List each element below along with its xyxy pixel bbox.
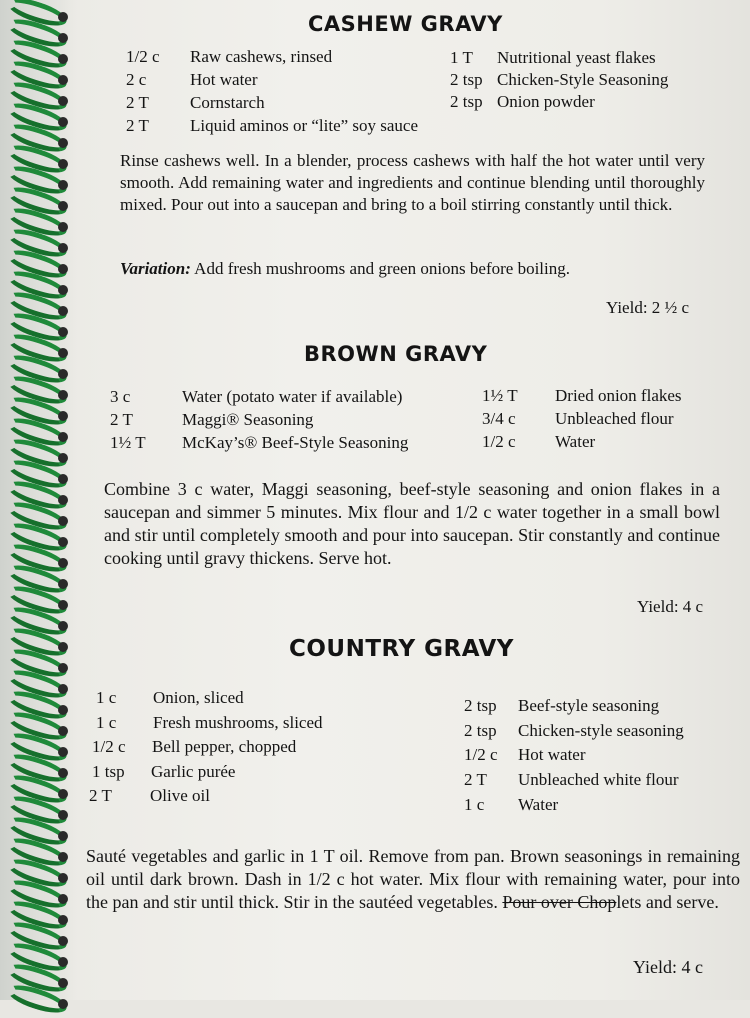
ingredient-qty: 1/2 c bbox=[126, 47, 160, 66]
binding-hole bbox=[58, 12, 68, 22]
binding-hole bbox=[58, 873, 68, 883]
binding-hole bbox=[58, 474, 68, 484]
binding-hole bbox=[58, 621, 68, 631]
binding-hole bbox=[58, 264, 68, 274]
ingredient-name: McKay’s® Beef-Style Seasoning bbox=[182, 433, 409, 452]
ingredient-qty: 1 c bbox=[96, 713, 117, 732]
yield-country-gravy: Yield: 4 c bbox=[633, 957, 703, 977]
ingredient-qty: 1/2 c bbox=[482, 432, 516, 451]
ingredient-name: Unbleached white flour bbox=[518, 770, 679, 789]
binding-hole bbox=[58, 54, 68, 64]
ingredient-name: Chicken-Style Seasoning bbox=[497, 70, 669, 89]
ingredient-name: Water (potato water if available) bbox=[182, 387, 403, 406]
binding-hole bbox=[58, 684, 68, 694]
binding-hole bbox=[58, 768, 68, 778]
binding-hole bbox=[58, 390, 68, 400]
binding-hole bbox=[58, 243, 68, 253]
variation-text: Add fresh mushrooms and green onions before boiling. bbox=[194, 259, 570, 278]
ingredient-qty: 1/2 c bbox=[92, 737, 126, 756]
directions-cashew-gravy: Rinse cashews well. In a blender, process cashews with half the hot water until very smooth. Add remaining water and ingredients and continue blending until thoroughly mixed. Pour out into a saucepan and bring to a boil stirring constantly until thick. bbox=[120, 151, 705, 214]
binding-hole bbox=[58, 369, 68, 379]
binding-hole bbox=[58, 138, 68, 148]
ingredient-qty: 2 T bbox=[110, 410, 133, 429]
ingredient-qty: 2 tsp bbox=[450, 92, 483, 111]
ingredient-qty: 3/4 c bbox=[482, 409, 516, 428]
binding-hole bbox=[58, 453, 68, 463]
binding-hole bbox=[58, 852, 68, 862]
ingredient-name: Bell pepper, chopped bbox=[152, 737, 297, 756]
binding-hole bbox=[58, 75, 68, 85]
binding-hole bbox=[58, 306, 68, 316]
binding-hole bbox=[58, 558, 68, 568]
ingredient-qty: 2 T bbox=[126, 116, 149, 135]
ingredient-qty: 1½ T bbox=[482, 386, 518, 405]
binding-hole bbox=[58, 894, 68, 904]
binding-hole bbox=[58, 33, 68, 43]
ingredient-name: Liquid aminos or “lite” soy sauce bbox=[190, 116, 419, 135]
recipe-title-brown-gravy: BROWN GRAVY bbox=[304, 342, 488, 366]
ingredient-name: Hot water bbox=[518, 745, 586, 764]
ingredient-name: Garlic purée bbox=[151, 762, 236, 781]
ingredient-name: Hot water bbox=[190, 70, 258, 89]
binding-hole bbox=[58, 180, 68, 190]
ingredient-name: Unbleached flour bbox=[555, 409, 674, 428]
binding-hole bbox=[58, 201, 68, 211]
ingredient-name: Cornstarch bbox=[190, 93, 265, 112]
binding-hole bbox=[58, 222, 68, 232]
binding-hole bbox=[58, 726, 68, 736]
binding-hole bbox=[58, 600, 68, 610]
spiral-binding bbox=[0, 0, 78, 1000]
binding-hole bbox=[58, 159, 68, 169]
ingredient-qty: 2 T bbox=[89, 786, 112, 805]
ingredient-name: Water bbox=[555, 432, 596, 451]
binding-hole bbox=[58, 789, 68, 799]
yield-brown-gravy: Yield: 4 c bbox=[637, 597, 704, 616]
binding-hole bbox=[58, 915, 68, 925]
directions-text-end: lets and serve. bbox=[616, 892, 719, 912]
yield-cashew-gravy: Yield: 2 ½ c bbox=[606, 298, 690, 317]
variation-label: Variation: bbox=[120, 259, 191, 278]
variation-note bbox=[120, 258, 705, 280]
binding-hole bbox=[58, 663, 68, 673]
binding-hole bbox=[58, 579, 68, 589]
ingredient-name: Chicken-style seasoning bbox=[518, 721, 684, 740]
ingredient-name: Water bbox=[518, 795, 559, 814]
ingredient-qty: 2 c bbox=[126, 70, 147, 89]
binding-hole bbox=[58, 117, 68, 127]
ingredient-qty: 2 T bbox=[126, 93, 149, 112]
ingredient-name: Olive oil bbox=[150, 786, 210, 805]
ingredient-qty: 2 tsp bbox=[450, 70, 483, 89]
ingredient-name: Onion powder bbox=[497, 92, 595, 111]
binding-hole bbox=[58, 642, 68, 652]
ingredient-qty: 1½ T bbox=[110, 433, 146, 452]
ingredient-name: Beef-style seasoning bbox=[518, 696, 660, 715]
ingredient-qty: 1 tsp bbox=[92, 762, 125, 781]
ingredient-qty: 2 T bbox=[464, 770, 487, 789]
binding-hole bbox=[58, 348, 68, 358]
binding-hole bbox=[58, 537, 68, 547]
binding-hole bbox=[58, 999, 68, 1009]
ingredient-qty: 1 c bbox=[464, 795, 485, 814]
directions-text: Sauté vegetables and garlic in 1 T oil. Remove from pan. Brown seasonings in remaining oil until dark brown. Dash in 1/2 c hot water. Mix flour with remaining water, pour into the pan and stir until thick. Stir in the sautéed vegetables. bbox=[86, 846, 740, 912]
binding-hole bbox=[58, 747, 68, 757]
binding-hole bbox=[58, 96, 68, 106]
binding-hole bbox=[58, 516, 68, 526]
binding-hole bbox=[58, 831, 68, 841]
directions-brown-gravy: Combine 3 c water, Maggi seasoning, beef-style seasoning and onion flakes in a saucepan and simmer 5 minutes. Mix flour and 1/2 c water together in a small bowl and stir until completely smooth and pour into saucepan. Stir constantly and continue cooking until gravy thickens. Serve hot. bbox=[104, 479, 720, 568]
ingredient-qty: 3 c bbox=[110, 387, 131, 406]
binding-hole bbox=[58, 957, 68, 967]
recipe-title-cashew-gravy: CASHEW GRAVY bbox=[308, 12, 503, 36]
ingredient-name: Onion, sliced bbox=[153, 688, 244, 707]
ingredient-name: Fresh mushrooms, sliced bbox=[153, 713, 323, 732]
ingredient-qty: 2 tsp bbox=[464, 721, 497, 740]
binding-hole bbox=[58, 978, 68, 988]
binding-hole bbox=[58, 495, 68, 505]
struck-through-text: Pour over Chop bbox=[502, 892, 617, 912]
binding-hole bbox=[58, 432, 68, 442]
binding-hole bbox=[58, 936, 68, 946]
ingredient-name: Dried onion flakes bbox=[555, 386, 682, 405]
ingredient-qty: 1/2 c bbox=[464, 745, 498, 764]
ingredient-qty: 1 T bbox=[450, 48, 473, 67]
ingredient-name: Nutritional yeast flakes bbox=[497, 48, 656, 67]
recipe-title-country-gravy: COUNTRY GRAVY bbox=[289, 636, 514, 662]
ingredient-qty: 2 tsp bbox=[464, 696, 497, 715]
binding-hole bbox=[58, 705, 68, 715]
binding-hole bbox=[58, 285, 68, 295]
binding-hole bbox=[58, 411, 68, 421]
ingredient-name: Maggi® Seasoning bbox=[182, 410, 314, 429]
binding-hole bbox=[58, 327, 68, 337]
ingredient-qty: 1 c bbox=[96, 688, 117, 707]
ingredient-name: Raw cashews, rinsed bbox=[190, 47, 333, 66]
binding-hole bbox=[58, 810, 68, 820]
directions-country-gravy bbox=[86, 845, 740, 914]
